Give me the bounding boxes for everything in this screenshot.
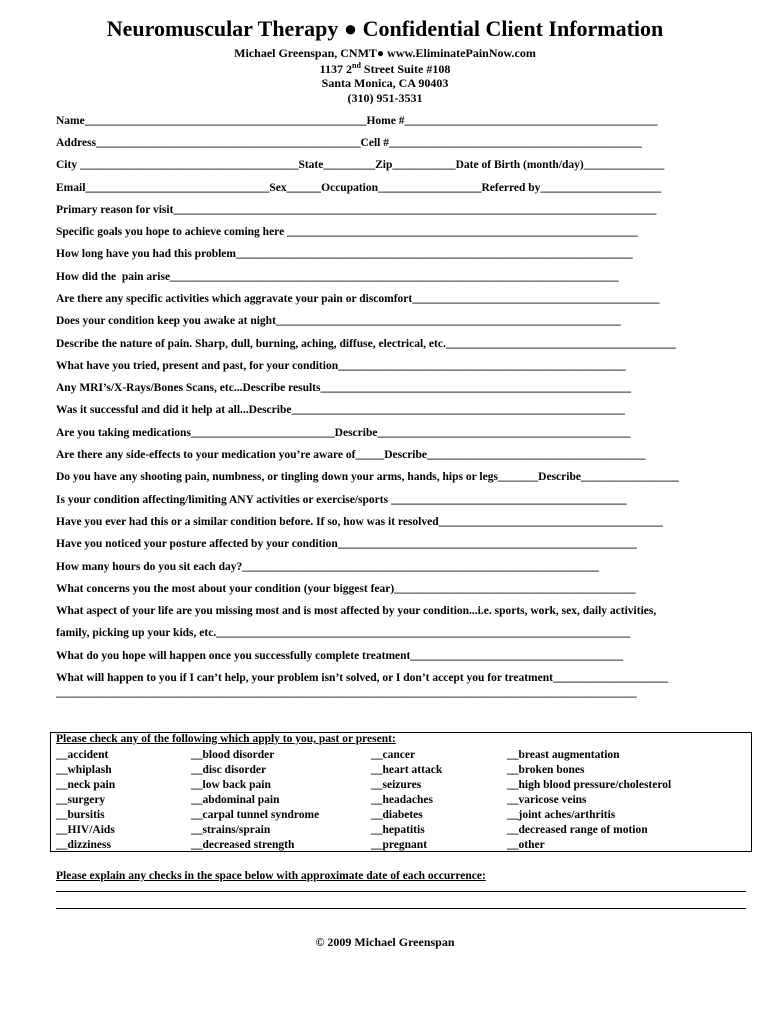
field-how-long[interactable]: How long have you had this problem_____________________________________________________________________ xyxy=(56,248,633,260)
checkbox-accident[interactable]: __accident xyxy=(56,749,109,761)
checkbox-disc-disorder[interactable]: __disc disorder xyxy=(191,764,267,776)
field-biggest-fear[interactable]: What concerns you the most about your condition (your biggest fear)__________________________________________ xyxy=(56,583,636,595)
explain-line-2[interactable] xyxy=(56,908,746,909)
checkbox-low-back-pain[interactable]: __low back pain xyxy=(191,779,271,791)
checkbox-abdominal-pain[interactable]: __abdominal pain xyxy=(191,794,280,806)
phone-line: (310) 951-3531 xyxy=(347,91,423,105)
checkbox-decreased-range[interactable]: __decreased range of motion xyxy=(507,824,648,836)
checkbox-heart-attack[interactable]: __heart attack xyxy=(371,764,443,776)
checkbox-neck-pain[interactable]: __neck pain xyxy=(56,779,116,791)
field-missing-most-cont[interactable]: family, picking up your kids, etc.________________________________________________________________________ xyxy=(56,627,631,639)
copyright-footer: © 2009 Michael Greenspan xyxy=(315,935,455,949)
condition-checklist xyxy=(50,732,752,852)
street-address: 1137 2nd Street Suite #108 xyxy=(319,61,451,76)
checkbox-bursitis[interactable]: __bursitis xyxy=(56,809,105,821)
field-city-state-zip-dob[interactable]: City ______________________________________State_________Zip___________Date of Birth (month/day)______________ xyxy=(56,159,665,171)
field-aggravate[interactable]: Are there any specific activities which aggravate your pain or discomfort___________________________________________ xyxy=(56,293,660,305)
checkbox-surgery[interactable]: __surgery xyxy=(56,794,106,806)
field-side-effects[interactable]: Are there any side-effects to your medication you’re aware of_____Describe______________________________________ xyxy=(56,449,646,461)
explain-instructions: Please explain any checks in the space below with approximate date of each occurrence: xyxy=(56,870,486,882)
checkbox-seizures[interactable]: __seizures xyxy=(371,779,422,791)
field-activities-limiting[interactable]: Is your condition affecting/limiting ANY activities or exercise/sports _________________________________________ xyxy=(56,494,627,506)
checklist-title: Please check any of the following which apply to you, past or present: xyxy=(56,733,396,745)
checkbox-joint-aches[interactable]: __joint aches/arthritis xyxy=(507,809,616,821)
checkbox-diabetes[interactable]: __diabetes xyxy=(371,809,423,821)
checklist-column-4 xyxy=(507,748,671,853)
checkbox-high-blood-pressure[interactable]: __high blood pressure/cholesterol xyxy=(507,779,672,791)
field-similar-condition[interactable]: Have you ever had this or a similar condition before. If so, how was it resolved_______________________________________ xyxy=(56,516,663,528)
checklist-column-2 xyxy=(191,748,319,853)
field-medications[interactable]: Are you taking medications_________________________Describe____________________________________________ xyxy=(56,427,631,439)
field-missing-most: What aspect of your life are you missing most and is most affected by your condition...i.e. sports, work, sex, daily activities, xyxy=(56,605,657,617)
field-hope-after-treatment[interactable]: What do you hope will happen once you successfully complete treatment_____________________________________ xyxy=(56,650,624,662)
field-address-cell[interactable]: Address______________________________________________Cell #____________________________________________ xyxy=(56,137,642,149)
explain-line-1[interactable] xyxy=(56,891,746,892)
checkbox-carpal-tunnel[interactable]: __carpal tunnel syndrome xyxy=(191,809,320,821)
field-pain-arise[interactable]: How did the pain arise______________________________________________________________________________ xyxy=(56,271,619,283)
checkbox-dizziness[interactable]: __dizziness xyxy=(56,839,111,851)
field-hours-sitting[interactable]: How many hours do you sit each day?______________________________________________________________ xyxy=(56,561,599,573)
checkbox-other[interactable]: __other xyxy=(507,839,545,851)
page-title: Neuromuscular Therapy ● Confidential Client Information xyxy=(106,16,664,41)
checklist-column-3 xyxy=(371,748,442,853)
field-shooting-pain[interactable]: Do you have any shooting pain, numbness, or tingling down your arms, hands, hips or legs_______Describe_________________ xyxy=(56,471,679,483)
field-cant-help-cont[interactable]: _____________________________________________________________________________________________________ xyxy=(56,687,637,699)
field-successful[interactable]: Was it successful and did it help at all...Describe__________________________________________________________ xyxy=(56,404,625,416)
checkbox-pregnant[interactable]: __pregnant xyxy=(371,839,428,851)
checkbox-decreased-strength[interactable]: __decreased strength xyxy=(191,839,295,851)
checkbox-blood-disorder[interactable]: __blood disorder xyxy=(191,749,275,761)
field-cant-help[interactable]: What will happen to you if I can’t help, your problem isn’t solved, or I don’t accept you for treatment____________________ xyxy=(56,672,668,684)
checkbox-hepatitis[interactable]: __hepatitis xyxy=(371,824,425,836)
field-primary-reason[interactable]: Primary reason for visit____________________________________________________________________________________ xyxy=(56,204,657,216)
checkbox-cancer[interactable]: __cancer xyxy=(371,749,416,761)
checkbox-broken-bones[interactable]: __broken bones xyxy=(507,764,585,776)
field-posture[interactable]: Have you noticed your posture affected by your condition____________________________________________________ xyxy=(56,538,637,550)
checkbox-whiplash[interactable]: __whiplash xyxy=(56,764,112,776)
checkbox-strains-sprain[interactable]: __strains/sprain xyxy=(191,824,271,836)
field-nature-of-pain[interactable]: Describe the nature of pain. Sharp, dull, burning, aching, diffuse, electrical, etc.________________________________________ xyxy=(56,338,676,350)
field-awake-at-night[interactable]: Does your condition keep you awake at night____________________________________________________________ xyxy=(56,315,621,327)
field-name-home[interactable]: Name_________________________________________________Home #____________________________________________ xyxy=(56,115,658,127)
practitioner-line: Michael Greenspan, CNMT● www.EliminatePainNow.com xyxy=(234,46,536,60)
field-email-sex-occupation[interactable]: Email________________________________Sex______Occupation__________________Referred by_____________________ xyxy=(56,182,662,194)
checkbox-headaches[interactable]: __headaches xyxy=(371,794,433,806)
checklist-column-1 xyxy=(56,748,115,853)
checkbox-hiv-aids[interactable]: __HIV/Aids xyxy=(56,824,115,836)
field-specific-goals[interactable]: Specific goals you hope to achieve coming here _____________________________________________________________ xyxy=(56,226,638,238)
city-line: Santa Monica, CA 90403 xyxy=(321,76,449,90)
checkbox-varicose-veins[interactable]: __varicose veins xyxy=(507,794,587,806)
field-mri-results[interactable]: Any MRI’s/X-Rays/Bones Scans, etc...Describe results______________________________________________________ xyxy=(56,382,631,394)
field-tried[interactable]: What have you tried, present and past, for your condition__________________________________________________ xyxy=(56,360,626,372)
checkbox-breast-augmentation[interactable]: __breast augmentation xyxy=(507,749,620,761)
